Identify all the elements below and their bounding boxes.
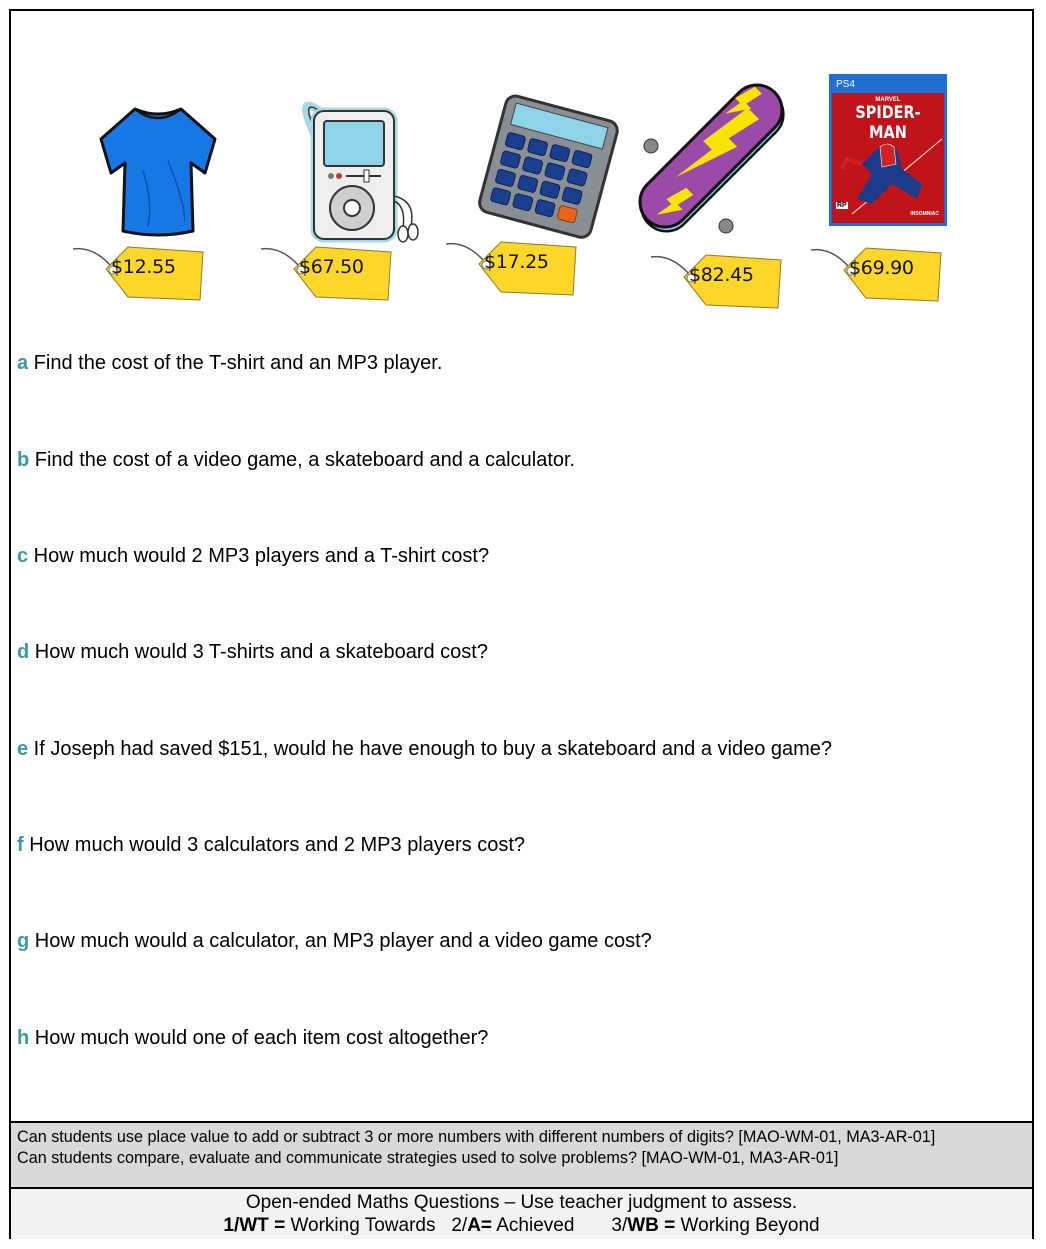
question-d bbox=[17, 641, 488, 664]
items-row bbox=[11, 11, 1032, 321]
rubric-heading: Open-ended Maths Questions – Use teacher judgment to assess. bbox=[245, 1192, 798, 1213]
question-text: If Joseph had saved $151, would he have enough to buy a skateboard and a video game? bbox=[28, 738, 833, 760]
price-tag bbox=[261, 241, 391, 301]
question-letter: h bbox=[17, 1027, 30, 1049]
question-text: How much would one of each item cost altogether? bbox=[29, 1027, 489, 1049]
mp3-player-icon bbox=[286, 86, 436, 246]
question-a bbox=[17, 352, 442, 375]
question-h bbox=[17, 1027, 488, 1050]
question-g bbox=[17, 930, 652, 953]
price-label: $69.90 bbox=[849, 257, 914, 279]
price-tag bbox=[446, 236, 576, 296]
price-label: $82.45 bbox=[689, 264, 754, 286]
ps4-banner: PS4 bbox=[832, 77, 944, 93]
question-letter: g bbox=[17, 930, 30, 952]
question-letter: a bbox=[17, 352, 29, 374]
studio-label: INSOMNIAC bbox=[910, 211, 939, 217]
calculator-icon bbox=[466, 91, 626, 241]
question-text: Find the cost of a video game, a skateboard and a calculator. bbox=[29, 449, 576, 471]
question-b bbox=[17, 449, 575, 472]
price-tag bbox=[651, 249, 781, 309]
question-e bbox=[17, 738, 832, 761]
price-tag bbox=[811, 242, 941, 302]
question-text: How much would 2 MP3 players and a T-shirt cost? bbox=[28, 545, 490, 567]
assessment-criteria bbox=[11, 1121, 1032, 1189]
worksheet bbox=[9, 9, 1034, 1239]
skateboard-icon bbox=[631, 76, 791, 246]
criteria-line-1: Can students use place value to add or subtract 3 or more numbers with different numbers of digits? [MAO-WM-01, MA3-AR-01] bbox=[17, 1128, 936, 1146]
game-title: SPIDER-MAN bbox=[855, 103, 921, 143]
tshirt-icon bbox=[93, 101, 223, 241]
rubric-footer bbox=[11, 1189, 1032, 1239]
price-label: $12.55 bbox=[111, 256, 176, 278]
question-letter: d bbox=[17, 641, 30, 663]
brand-label: MARVEL bbox=[875, 97, 901, 103]
video-game-icon bbox=[829, 74, 947, 226]
question-c bbox=[17, 545, 489, 568]
rubric-level-wt: 1/WT = Working Towards bbox=[223, 1215, 436, 1236]
price-label: $67.50 bbox=[299, 256, 364, 278]
rubric-level-a: 2/A= Achieved bbox=[451, 1215, 575, 1236]
question-letter: b bbox=[17, 449, 30, 471]
question-letter: c bbox=[17, 545, 29, 567]
question-text: How much would a calculator, an MP3 player and a video game cost? bbox=[29, 930, 652, 952]
rubric-level-wb: 3/WB = Working Beyond bbox=[611, 1215, 820, 1236]
question-text: How much would 3 calculators and 2 MP3 players cost? bbox=[23, 834, 526, 856]
question-letter: e bbox=[17, 738, 29, 760]
rating-badge: RP bbox=[837, 202, 847, 209]
rubric-levels bbox=[11, 1214, 1032, 1237]
question-text: Find the cost of the T-shirt and an MP3 player. bbox=[28, 352, 443, 374]
spiderman-figure-icon bbox=[832, 129, 944, 219]
question-f bbox=[17, 834, 525, 857]
price-label: $17.25 bbox=[484, 251, 549, 273]
question-text: How much would 3 T-shirts and a skateboard cost? bbox=[29, 641, 488, 663]
question-letter: f bbox=[17, 834, 24, 856]
criteria-line-2: Can students compare, evaluate and communicate strategies used to solve problems? [MAO-WM-01, MA3-AR-01] bbox=[17, 1149, 839, 1167]
price-tag bbox=[73, 241, 203, 301]
